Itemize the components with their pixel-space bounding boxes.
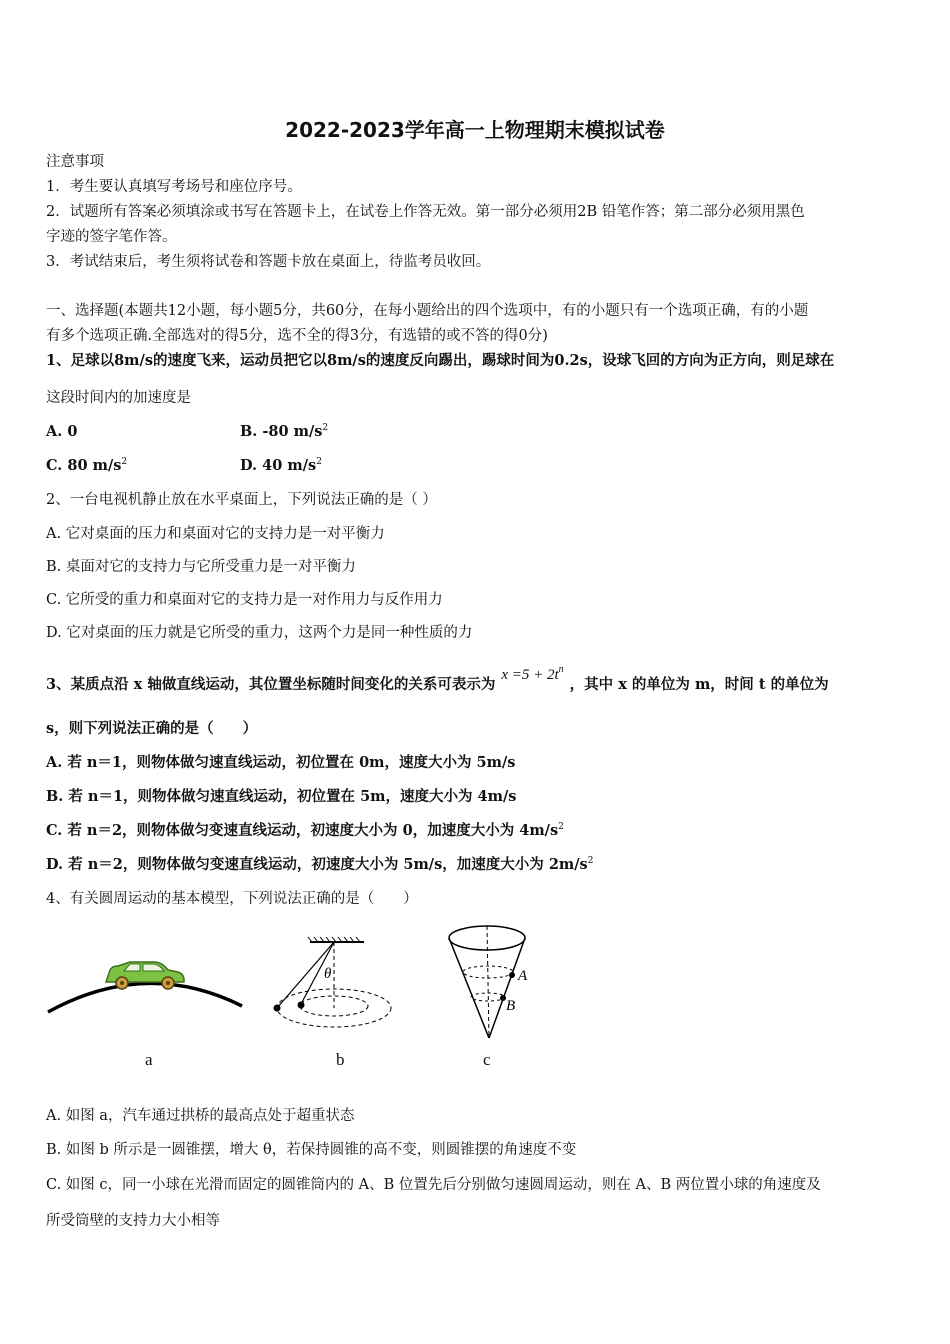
- figure-c-cone: [440, 922, 540, 1042]
- q2-stem: 2、一台电视机静止放在水平桌面上，下列说法正确的是（ ）: [46, 492, 437, 508]
- q4-option-c: C. 如图 c，同一小球在光滑而固定的圆锥筒内的 A、B 位置先后分别做匀速圆周运动，则在 A、B 两位置小球的角速度及: [46, 1177, 821, 1193]
- q3-option-b: B. 若 n＝1，则物体做匀速直线运动，初位置在 5m，速度大小为 4m/s: [46, 788, 517, 805]
- q4-option-b: B. 如图 b 所示是一圆锥摆，增大 θ，若保持圆锥的高不变，则圆锥摆的角速度不变: [46, 1142, 577, 1158]
- notice-item-2: 2．试题所有答案必须填涂或书写在答题卡上，在试卷上作答无效。第一部分必须用2B 铅笔作答；第二部分必须用黑色: [46, 204, 805, 220]
- section-heading-cont: 有多个选项正确.全部选对的得5分，选不全的得3分，有选错的或不答的得0分): [46, 328, 548, 344]
- q2-option-d: D. 它对桌面的压力就是它所受的重力，这两个力是同一种性质的力: [46, 625, 473, 641]
- section-heading: 一、选择题(本题共12小题，每小题5分，共60分，在每小题给出的四个选项中，有的小题只有一个选项正确，有的小题: [46, 303, 809, 319]
- q1-option-b: B. -80 $m/s^2$: [240, 423, 329, 440]
- q4-stem: 4、有关圆周运动的基本模型，下列说法正确的是（ ）: [46, 891, 418, 907]
- notice-item-2-cont: 字迹的签字笔作答。: [46, 229, 177, 245]
- theta-label: θ: [324, 966, 332, 982]
- q1-option-d: D. 40 $m/s^2$: [240, 457, 322, 474]
- figure-a-label: a: [145, 1050, 153, 1069]
- notice-item-3: 3．考试结束后，考生须将试卷和答题卡放在桌面上，待监考员收回。: [46, 254, 491, 270]
- q1-option-c: C. 80 $m/s^2$: [46, 457, 128, 474]
- q2-option-a: A. 它对桌面的压力和桌面对它的支持力是一对平衡力: [46, 526, 385, 542]
- point-a-label: A: [518, 968, 528, 984]
- q4-option-a: A. 如图 a，汽车通过拱桥的最高点处于超重状态: [46, 1108, 355, 1124]
- point-b-label: B: [506, 998, 516, 1014]
- q2-option-b: B. 桌面对它的支持力与它所受重力是一对平衡力: [46, 559, 356, 575]
- figure-c-label: c: [483, 1050, 491, 1069]
- q3-formula: $x =5 + 2t^n$: [501, 664, 564, 683]
- figure-a-car-on-bridge: [44, 948, 249, 1018]
- q3-option-c: C. 若 n＝2，则物体做匀变速直线运动，初速度大小为 0，加速度大小为 $4m/s^2$: [46, 822, 564, 839]
- q3-option-a: A. 若 n＝1，则物体做匀速直线运动，初位置在 0m，速度大小为 5m/s: [46, 754, 516, 771]
- figure-b-conical-pendulum: [268, 934, 408, 1034]
- q1-option-a: A. 0: [46, 423, 78, 440]
- q4-option-c-cont: 所受筒壁的支持力大小相等: [46, 1213, 220, 1229]
- page-title: 2022-2023学年高一上物理期末模拟试卷: [285, 118, 665, 142]
- q1-stem: 1、足球以8m/s的速度飞来，运动员把它以8m/s的速度反向踢出，踢球时间为0.2s，设球飞回的方向为正方向，则足球在: [46, 352, 835, 369]
- q3-stem: 3、某质点沿 x 轴做直线运动，其位置坐标随时间变化的关系可表示为$x =5 + 2t^n$，其中 x 的单位为 m，时间 t 的单位为: [46, 664, 829, 693]
- figure-b-label: b: [336, 1050, 345, 1069]
- notice-heading: 注意事项: [46, 154, 104, 170]
- q1-stem-cont: 这段时间内的加速度是: [46, 390, 191, 406]
- q3-option-d: D. 若 n＝2，则物体做匀变速直线运动，初速度大小为 5m/s，加速度大小为 $2m/s^2$: [46, 856, 594, 873]
- notice-item-1: 1．考生要认真填写考场号和座位序号。: [46, 179, 302, 195]
- q2-option-c: C. 它所受的重力和桌面对它的支持力是一对作用力与反作用力: [46, 592, 443, 608]
- q3-stem-cont: s，则下列说法正确的是（ ）: [46, 720, 258, 737]
